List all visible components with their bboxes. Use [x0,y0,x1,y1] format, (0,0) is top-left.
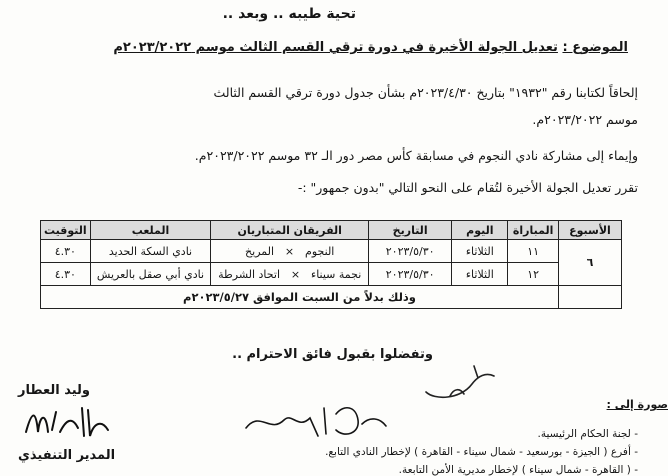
team-away: اتحاد الشرطة [218,267,281,281]
match-teams [211,263,369,286]
match-date: ٢٠٢٣/٥/٣٠ [369,240,452,263]
team-away: المريخ [245,244,275,258]
match-stadium: نادي السكة الحديد [90,240,211,263]
match-number: ١٢ [508,263,559,286]
week-cell: ٦ [558,240,621,286]
table-header-row [41,221,622,240]
match-date: ٢٠٢٣/٥/٣٠ [369,263,452,286]
signer-name: وليد العطار [18,383,91,398]
signer-title: المدير التنفيذي [18,448,116,463]
table-row [41,240,622,263]
header-time: التوقيت [41,221,91,240]
team-home: النجوم [305,244,335,258]
paragraph-reference-cont: موسم ٢٠٢٣/٢٠٢٢م. [532,112,638,127]
greeting: تحية طيبه .. وبعد .. [222,6,356,22]
distribution-item: - أفرع ( الجيزة - بورسعيد - شمال سيناء - القاهرة ) لإخطار النادي التابع. [325,446,638,458]
signature-mark [22,402,122,442]
subject-text: تعديل الجولة الأخيرة في دورة ترقي القسم الثالث موسم ٢٠٢٣/٢٠٢٢م [113,40,558,55]
team-home: نجمة سيناء [311,267,362,281]
fixtures-table [40,220,622,309]
table-note: وذلك بدلاً من السبت الموافق ٢٠٢٣/٥/٢٧م [41,286,559,309]
copies-label: صورة إلى : [606,398,668,411]
paragraph-decision: تقرر تعديل الجولة الأخيرة لتُقام على النحو التالي "بدون جمهور" :- [297,180,638,195]
match-time: ٤.٣٠ [41,240,91,263]
secondary-signature-mark [240,400,390,444]
header-teams: الفريقان المتباريان [211,221,369,240]
distribution-item: - لجنة الحكام الرئيسية. [537,428,638,440]
table-note-row [41,286,622,309]
header-date: التاريخ [369,221,452,240]
versus-sign: × [290,267,301,281]
header-week: الأسبوع [558,221,621,240]
initials-mark [420,362,500,402]
match-number: ١١ [508,240,559,263]
closing-line: وتفضلوا بقبول فائق الاحترام .. [232,347,433,362]
match-time: ٤.٣٠ [41,263,91,286]
paragraph-cup-participation: وإيماء إلى مشاركة نادي النجوم في مسابقة كأس مصر دور الـ ٣٢ موسم ٢٠٢٣/٢٠٢٢م. [194,148,638,163]
versus-sign: × [284,244,295,258]
match-day: الثلاثاء [452,240,508,263]
match-day: الثلاثاء [452,263,508,286]
distribution-item: - ( القاهرة - شمال سيناء ) لإخطار مديرية الأمن التابعة. [398,464,638,476]
header-day: اليوم [452,221,508,240]
match-teams [211,240,369,263]
match-stadium: نادي أبي صقل بالعريش [90,263,211,286]
table-row [41,263,622,286]
subject-label: الموضوع : [562,40,628,55]
header-stadium: الملعب [90,221,211,240]
paragraph-reference: إلحاقاً لكتابنا رقم "١٩٣٢" بتاريخ ٢٠٢٣/٤/٣٠م بشأن جدول دورة ترقي القسم الثالث [213,85,638,100]
subject-line [113,40,628,55]
header-match: المباراة [508,221,559,240]
